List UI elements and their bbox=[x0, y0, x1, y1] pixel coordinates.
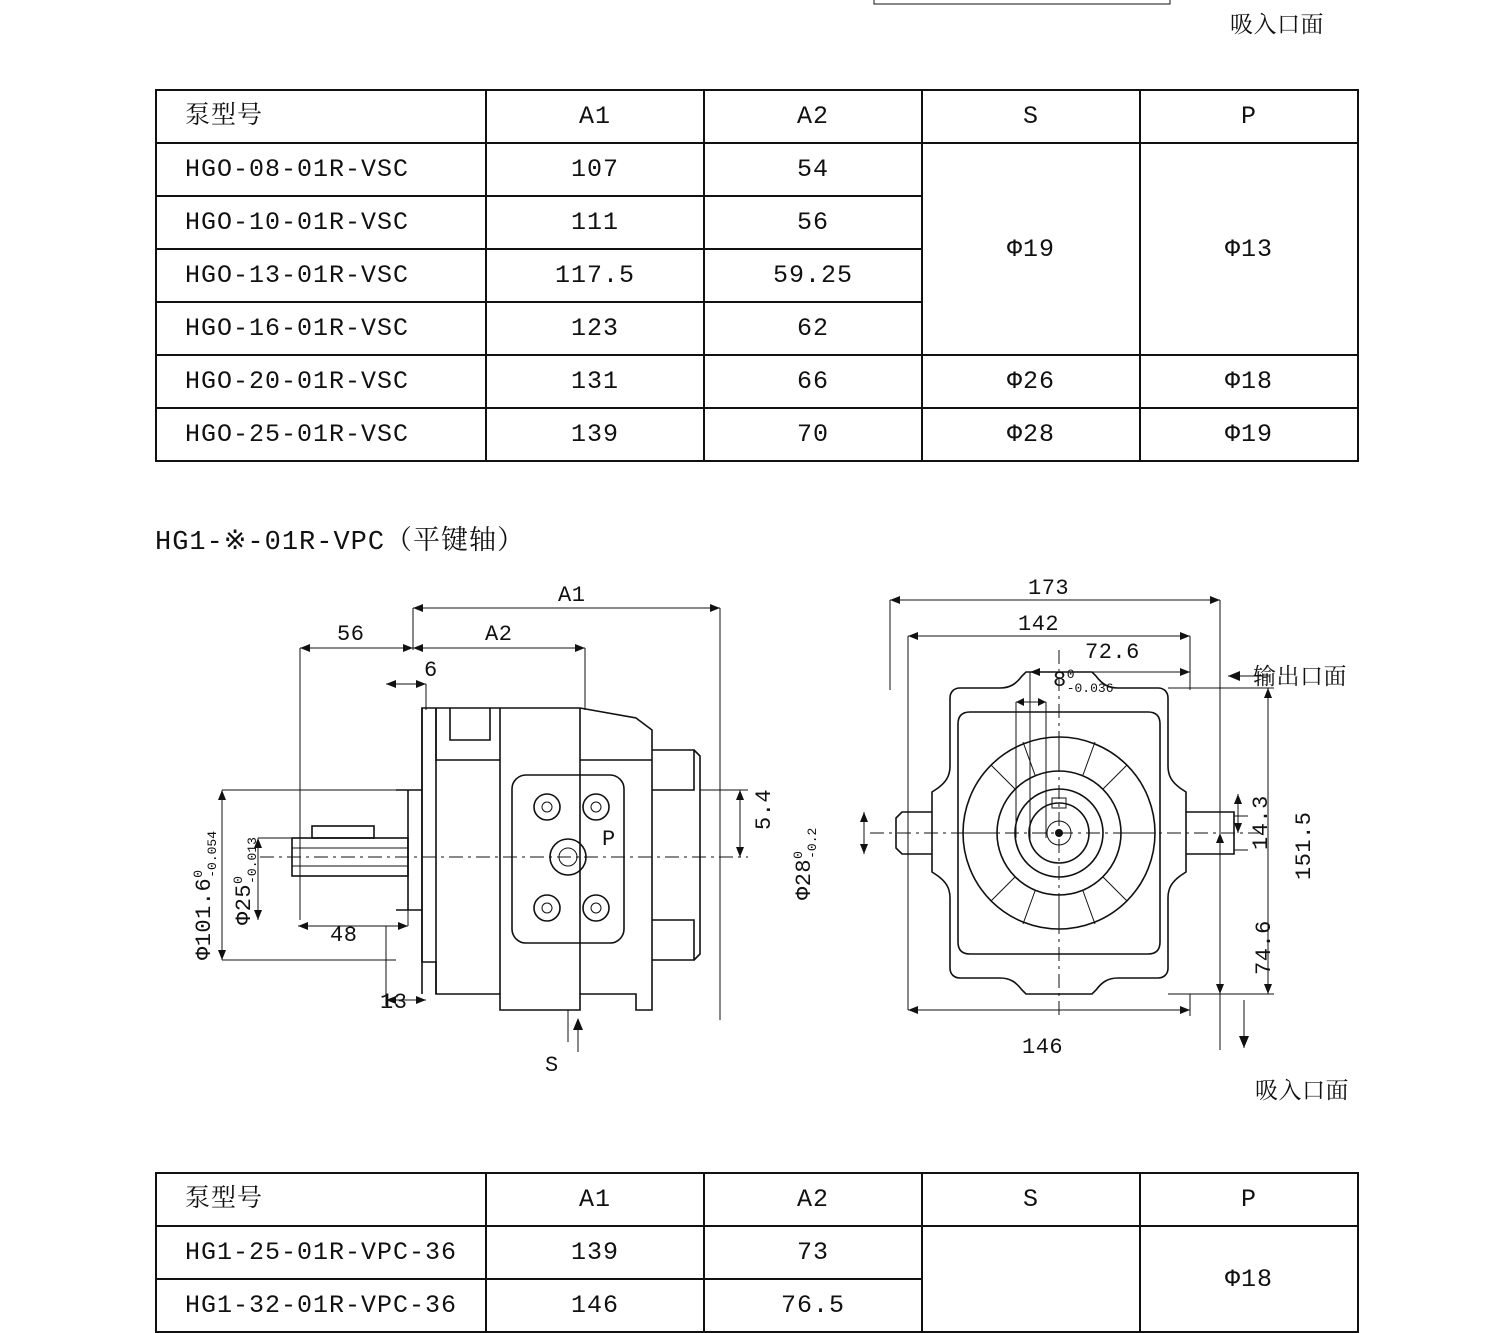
cell-p: Φ18 bbox=[1140, 355, 1358, 408]
cell-model: HGO-13-01R-VSC bbox=[156, 249, 486, 302]
label-key-width bbox=[1053, 668, 1114, 695]
label-flange-diameter bbox=[192, 831, 219, 960]
cell-a1: 139 bbox=[486, 408, 704, 461]
cell-s-merged: Φ19 bbox=[922, 143, 1140, 355]
label-pilot-diameter bbox=[792, 828, 819, 900]
cell-model: HGO-25-01R-VSC bbox=[156, 408, 486, 461]
label-dim-74-6 bbox=[1252, 920, 1277, 975]
key-tol-lower: -0.036 bbox=[1066, 680, 1114, 696]
label-dim-72-6: 72.6 bbox=[1085, 640, 1140, 665]
partial-drawing-top bbox=[870, 0, 1190, 12]
side-view-drawing bbox=[200, 590, 760, 1060]
header-model: 泵型号 bbox=[156, 90, 486, 143]
cell-a2: 56 bbox=[704, 196, 922, 249]
label-dim-13: 13 bbox=[380, 990, 408, 1015]
table-header-row bbox=[156, 90, 1358, 143]
label-a1-side: A1 bbox=[558, 583, 586, 608]
header-a2: A2 bbox=[704, 1173, 922, 1226]
cell-model: HG1-32-01R-VPC-36 bbox=[156, 1279, 486, 1332]
table-header-row bbox=[156, 1173, 1358, 1226]
header-s: S bbox=[922, 90, 1140, 143]
flange-tol-lower: -0.054 bbox=[204, 830, 220, 878]
cell-a2: 62 bbox=[704, 302, 922, 355]
cell-s-merged bbox=[922, 1226, 1140, 1332]
cell-model: HGO-08-01R-VSC bbox=[156, 143, 486, 196]
header-p: P bbox=[1140, 90, 1358, 143]
key-tol-upper: 0 bbox=[1066, 667, 1075, 683]
label-output-face: 输出口面 bbox=[1253, 664, 1347, 690]
label-port-s: S bbox=[545, 1053, 559, 1078]
cell-a2: 54 bbox=[704, 143, 922, 196]
header-p: P bbox=[1140, 1173, 1358, 1226]
shaft-dia-value: Φ25 bbox=[232, 883, 257, 925]
header-a1: A1 bbox=[486, 90, 704, 143]
cell-a2: 70 bbox=[704, 408, 922, 461]
shaft-tol-lower: -0.013 bbox=[244, 837, 260, 884]
cell-model: HGO-10-01R-VSC bbox=[156, 196, 486, 249]
section-title-hg1: HG1-※-01R-VPC（平键轴） bbox=[155, 528, 526, 558]
cell-model: HG1-25-01R-VPC-36 bbox=[156, 1226, 486, 1279]
cell-a2: 76.5 bbox=[704, 1279, 922, 1332]
label-dim-173: 173 bbox=[1028, 576, 1070, 601]
label-dim-5-4: 5.4 bbox=[752, 788, 777, 830]
label-dim-56: 56 bbox=[337, 622, 365, 647]
label-suction-face-top: 吸入口面 bbox=[1230, 12, 1324, 38]
cell-s: Φ26 bbox=[922, 355, 1140, 408]
cell-a1: 131 bbox=[486, 355, 704, 408]
cell-p-merged: Φ18 bbox=[1140, 1226, 1358, 1332]
dim-74-6-value: 74.6 bbox=[1252, 920, 1277, 975]
label-dim-6: 6 bbox=[424, 658, 438, 683]
label-dim-151-5 bbox=[1292, 811, 1317, 880]
cell-a1: 117.5 bbox=[486, 249, 704, 302]
pilot-tol-lower: -0.2 bbox=[804, 827, 820, 859]
spec-table-top bbox=[155, 89, 1359, 462]
header-a1: A1 bbox=[486, 1173, 704, 1226]
table-row bbox=[156, 1226, 1358, 1279]
label-dim-146: 146 bbox=[1022, 1035, 1064, 1060]
cell-a2: 73 bbox=[704, 1226, 922, 1279]
table-row bbox=[156, 355, 1358, 408]
cell-p: Φ19 bbox=[1140, 408, 1358, 461]
cell-s: Φ28 bbox=[922, 408, 1140, 461]
cell-model: HGO-16-01R-VSC bbox=[156, 302, 486, 355]
label-suction-face-bottom: 吸入口面 bbox=[1255, 1078, 1349, 1104]
table-row bbox=[156, 143, 1358, 196]
cell-a2: 59.25 bbox=[704, 249, 922, 302]
cell-p-merged: Φ13 bbox=[1140, 143, 1358, 355]
spec-table-bottom bbox=[155, 1172, 1359, 1333]
flange-dia-value: Φ101.6 bbox=[192, 877, 217, 960]
cell-model: HGO-20-01R-VSC bbox=[156, 355, 486, 408]
label-port-p: P bbox=[602, 827, 616, 852]
label-a2-side: A2 bbox=[485, 622, 513, 647]
label-dim-14-3 bbox=[1249, 795, 1274, 850]
header-s: S bbox=[922, 1173, 1140, 1226]
label-dim-48: 48 bbox=[330, 923, 358, 948]
table-row bbox=[156, 408, 1358, 461]
flange-tol-upper: 0 bbox=[191, 869, 207, 878]
cell-a1: 146 bbox=[486, 1279, 704, 1332]
shaft-tol-upper: 0 bbox=[231, 876, 247, 884]
header-model: 泵型号 bbox=[156, 1173, 486, 1226]
dim-14-3-value: 14.3 bbox=[1249, 795, 1274, 850]
cell-a1: 107 bbox=[486, 143, 704, 196]
label-shaft-diameter bbox=[232, 837, 259, 925]
header-a2: A2 bbox=[704, 90, 922, 143]
pilot-dia-value: Φ28 bbox=[792, 858, 817, 900]
cell-a1: 111 bbox=[486, 196, 704, 249]
key-width-value: 8 bbox=[1053, 668, 1067, 693]
dim-151-5-value: 151.5 bbox=[1292, 811, 1317, 880]
cell-a1: 139 bbox=[486, 1226, 704, 1279]
pilot-tol-upper: 0 bbox=[791, 851, 807, 859]
cell-a2: 66 bbox=[704, 355, 922, 408]
label-dim-142: 142 bbox=[1018, 612, 1060, 637]
cell-a1: 123 bbox=[486, 302, 704, 355]
